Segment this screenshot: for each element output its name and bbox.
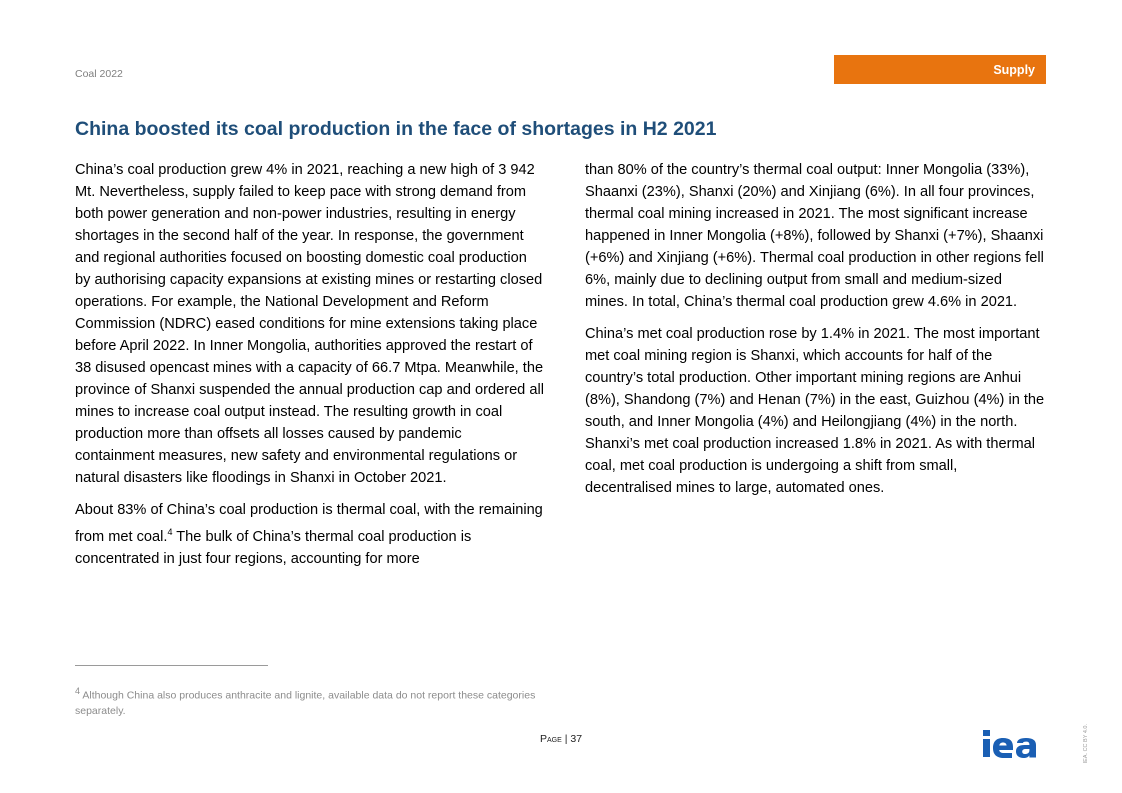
paragraph-text: About 83% of China’s coal production is thermal coal, with the remaining from met coal. bbox=[75, 502, 543, 545]
page-separator: | bbox=[561, 733, 571, 745]
paragraph bbox=[75, 499, 545, 570]
page-number-value: 37 bbox=[570, 733, 583, 745]
logo-a bbox=[1016, 738, 1036, 758]
iea-logo bbox=[982, 727, 1048, 759]
page-label: Page bbox=[540, 733, 562, 745]
section-tab-label: Supply bbox=[993, 62, 1035, 77]
logo-e bbox=[993, 738, 1013, 758]
paragraph: China’s met coal production rose by 1.4% in 2021. The most important met coal mining region is Shanxi, which accounts for half of the country’s total production. Other important mining regions are Anhui (8%), Shandong (7%) and Henan (7%) in the east, Guizhou (4%) in the south, and Inner Mongolia (4%) and Heilongjiang (4%) in the north. Shanxi’s met coal production increased 1.8% in 2021. As with thermal coal, met coal production is undergoing a shift from small, decentralised mines to large, automated ones. bbox=[585, 326, 1045, 496]
left-column bbox=[75, 159, 545, 580]
report-name: Coal 2022 bbox=[75, 68, 123, 80]
logo-i-stem bbox=[983, 739, 990, 757]
footnote-text: Although China also produces anthracite and lignite, available data do not report these categories separately. bbox=[75, 689, 536, 717]
logo-i-dot bbox=[983, 730, 990, 736]
footnote-reference: 4 bbox=[167, 527, 173, 537]
license-note: IEA. CC BY 4.0. bbox=[1083, 724, 1089, 764]
section-tab bbox=[834, 55, 1046, 84]
paragraph-text: The bulk of China’s thermal coal production is concentrated in just four regions, accounting for more bbox=[75, 528, 472, 567]
paragraph: China’s coal production grew 4% in 2021, reaching a new high of 3 942 Mt. Nevertheless, supply failed to keep pace with strong demand from both power generation and non-power industries, resulting in energy shortages in the second half of the year. In response, the government and regional authorities focused on boosting domestic coal production by authorising capacity expansions at existing mines or restarting closed operations. For example, the National Development and Reform Commission (NDRC) eased conditions for mine extensions taking place before April 2022. In Inner Mongolia, authorities approved the restart of 38 disused opencast mines with a capacity of 66.7 Mtpa. Meanwhile, the province of Shanxi suspended the annual production cap and ordered all mines to increase coal output instead. The resulting growth in coal production more than offsets all losses caused by pandemic containment measures, new safety and environmental regulations or natural disasters like floodings in Shanxi in October 2021. bbox=[75, 162, 544, 486]
paragraph: than 80% of the country’s thermal coal output: Inner Mongolia (33%), Shaanxi (23%), Shanxi (20%) and Xinjiang (6%). In all four provinces, thermal coal mining increased in 2021. The most significant increase happened in Inner Mongolia (+8%), followed by Shanxi (+7%), Shaanxi (+6%) and Xinjiang (+6%). Thermal coal production in other regions fell 6%, mainly due to declining output from small and medium-sized mines. In total, China’s thermal coal production grew 4.6% in 2021. bbox=[585, 162, 1044, 310]
footnote-divider bbox=[75, 665, 268, 666]
right-column bbox=[585, 159, 1047, 509]
footnote-number: 4 bbox=[75, 686, 81, 696]
footnote bbox=[75, 684, 545, 719]
page-number bbox=[540, 733, 582, 745]
page-title: China boosted its coal production in the face of shortages in H2 2021 bbox=[75, 118, 717, 140]
